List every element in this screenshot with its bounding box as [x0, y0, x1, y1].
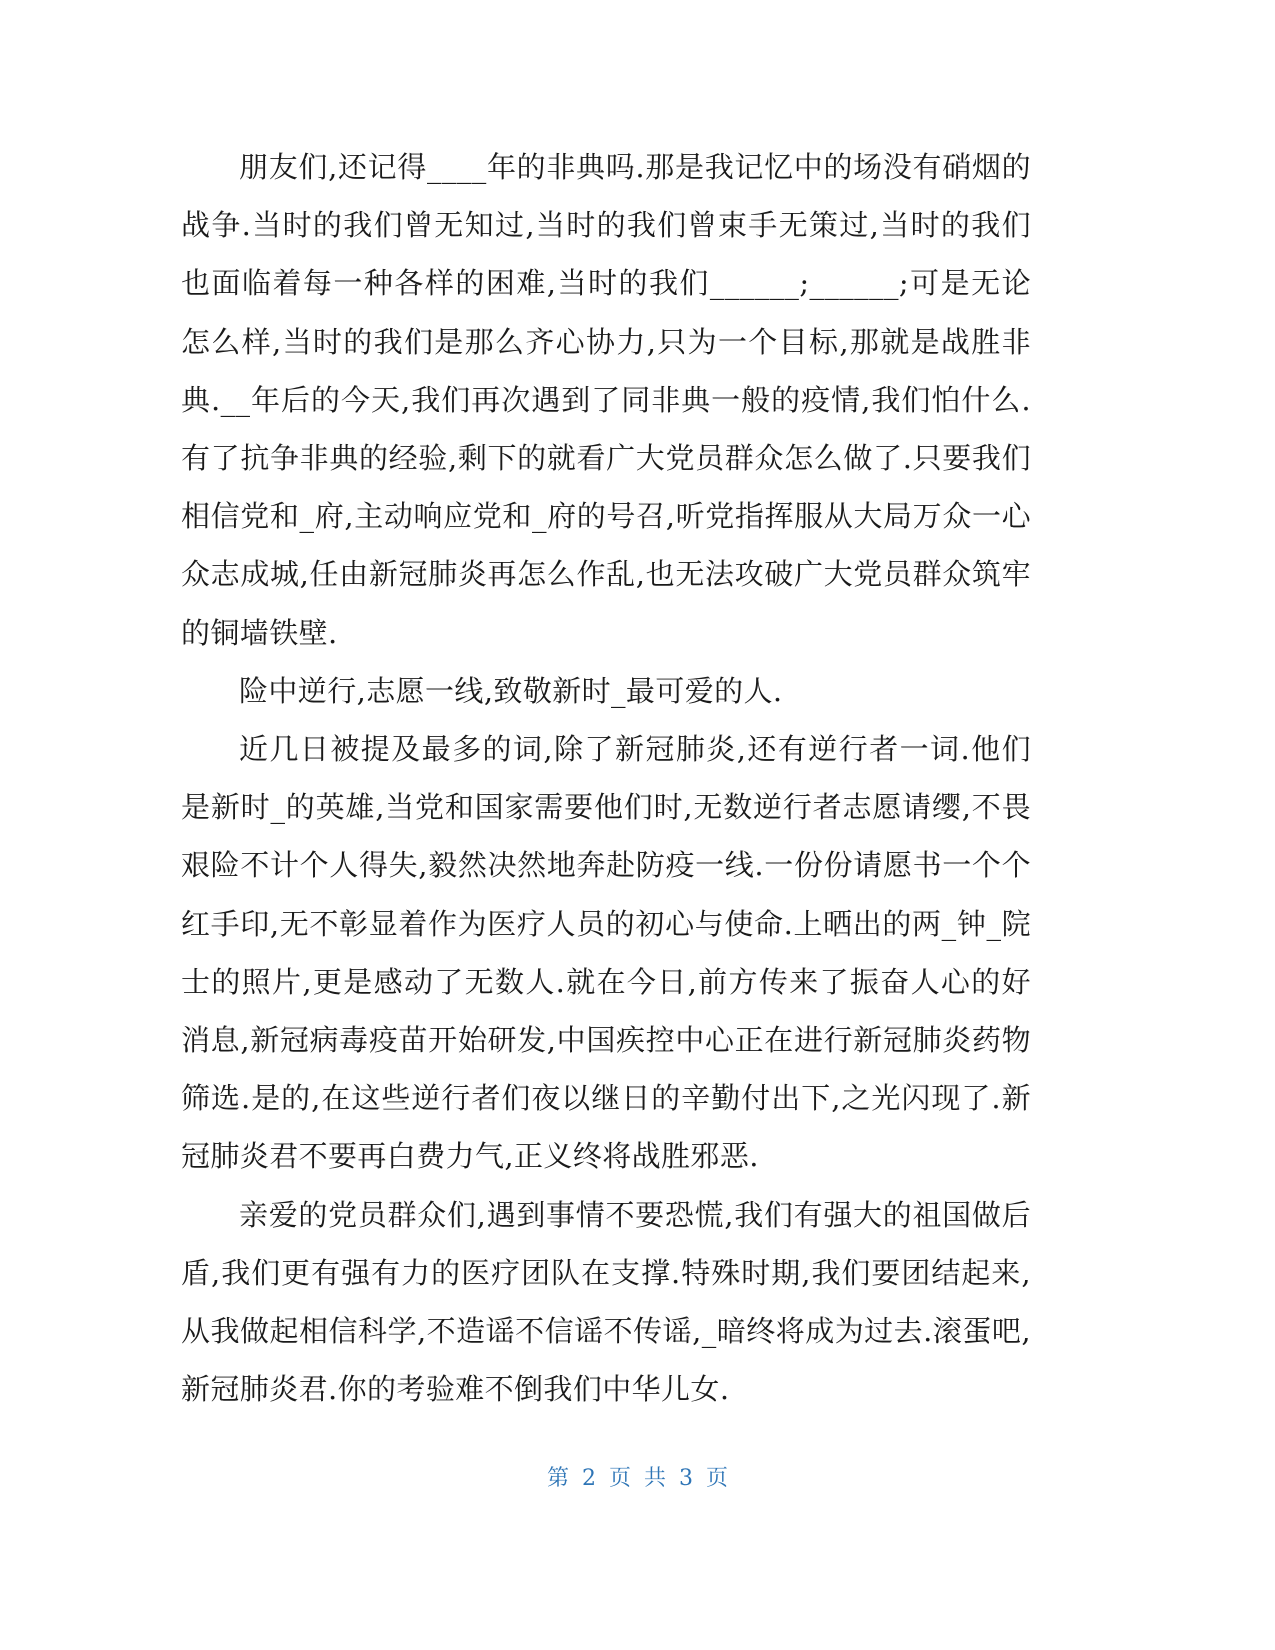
paragraph-3: 近几日被提及最多的词,除了新冠肺炎,还有逆行者一词.他们是新时_的英雄,当党和国家需要他们时,无数逆行者志愿请缨,不畏艰险不计个人得失,毅然决然地奔赴防疫一线.一份份请愿书一个个红手印,无不彰显着作为医疗人员的初心与使命.上晒出的两_钟_院士的照片,更是感动了无数人.就在今日,前方传来了振奋人心的好消息,新冠病毒疫苗开始研发,中国疾控中心正在进行新冠肺炎药物筛选.是的,在这些逆行者们夜以继日的辛勤付出下,之光闪现了.新冠肺炎君不要再白费力气,正义终将战胜邪恶. — [181, 732, 1031, 1174]
document-body — [181, 138, 1031, 1418]
paragraph-2: 险中逆行,志愿一线,致敬新时_最可爱的人. — [239, 673, 783, 708]
paragraph-1: 朋友们,还记得____年的非典吗.那是我记忆中的场没有硝烟的战争.当时的我们曾无知过,当时的我们曾束手无策过,当时的我们也面临着每一种各样的困难,当时的我们______;______;可是无论怎么样,当时的我们是那么齐心协力,只为一个目标,那就是战胜非典.__年后的今天,我们再次遇到了同非典一般的疫情,我们怕什么.有了抗争非典的经验,剩下的就看广大党员群众怎么做了.只要我们相信党和_府,主动响应党和_府的号召,听党指挥服从大局万众一心众志成城,任由新冠肺炎再怎么作乱,也无法攻破广大党员群众筑牢的铜墙铁壁. — [181, 150, 1031, 650]
paragraph-4: 亲爱的党员群众们,遇到事情不要恐慌,我们有强大的祖国做后盾,我们更有强有力的医疗团队在支撑.特殊时期,我们要团结起来,从我做起相信科学,不造谣不信谣不传谣,_暗终将成为过去.滚蛋吧,新冠肺炎君.你的考验难不倒我们中华儿女. — [181, 1197, 1031, 1407]
page-number-footer: 第 2 页 共 3 页 — [547, 1466, 728, 1491]
